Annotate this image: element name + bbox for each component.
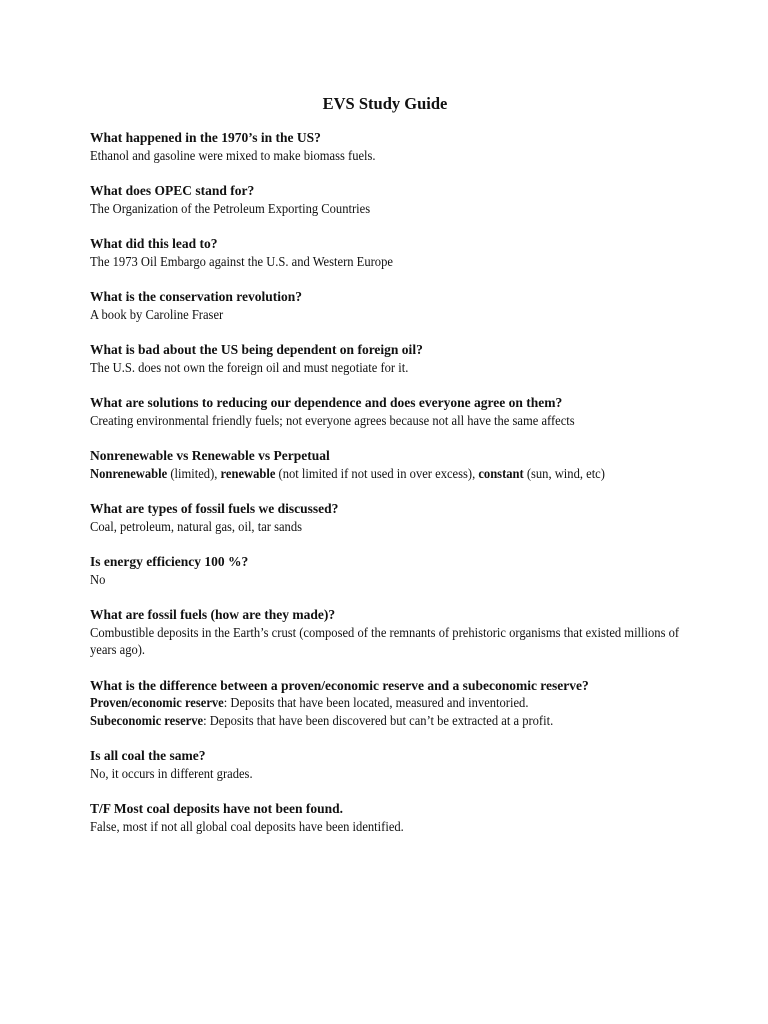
question-text: Is energy efficiency 100 %? bbox=[90, 554, 249, 569]
answer-text bbox=[90, 694, 690, 729]
qa-item bbox=[90, 235, 678, 270]
qa-item bbox=[90, 747, 678, 782]
question-text: What is bad about the US being dependent on foreign oil? bbox=[90, 342, 423, 357]
answer-desc: (sun, wind, etc) bbox=[523, 465, 605, 481]
answer-desc: : Deposits that have been discovered but can’t be extracted at a profit. bbox=[203, 712, 554, 728]
question-text: T/F Most coal deposits have not been found. bbox=[90, 801, 344, 816]
answer-desc: (limited), bbox=[167, 465, 221, 481]
answer-text: The U.S. does not own the foreign oil and must negotiate for it. bbox=[90, 359, 409, 375]
answer-desc: : Deposits that have been located, measured and inventoried. bbox=[223, 695, 529, 710]
question-text: What does OPEC stand for? bbox=[90, 183, 255, 198]
qa-item bbox=[90, 341, 678, 376]
question-text: What did this lead to? bbox=[90, 236, 218, 251]
answer-text: Combustible deposits in the Earth’s crust (composed of the remnants of prehistoric organisms that existed millions of years ago). bbox=[90, 624, 680, 657]
answer-text: No, it occurs in different grades. bbox=[90, 765, 253, 781]
answer-text: A book by Caroline Fraser bbox=[90, 306, 224, 322]
answer-text: The 1973 Oil Embargo against the U.S. and Western Europe bbox=[90, 253, 393, 269]
question-text: What happened in the 1970’s in the US? bbox=[90, 130, 321, 145]
qa-item bbox=[90, 288, 678, 323]
answer-term: Subeconomic reserve bbox=[90, 712, 204, 728]
answer-desc: (not limited if not used in over excess), bbox=[275, 465, 479, 481]
qa-item bbox=[90, 606, 678, 659]
qa-item bbox=[90, 500, 678, 535]
question-text: What is the conservation revolution? bbox=[90, 289, 302, 304]
qa-item bbox=[90, 677, 678, 730]
question-text: Is all coal the same? bbox=[90, 748, 206, 763]
qa-item bbox=[90, 129, 678, 164]
answer-text: Ethanol and gasoline were mixed to make biomass fuels. bbox=[90, 147, 376, 163]
question-text: What are solutions to reducing our dependence and does everyone agree on them? bbox=[90, 395, 563, 410]
qa-item bbox=[90, 800, 678, 835]
answer-text: False, most if not all global coal deposits have been identified. bbox=[90, 818, 404, 834]
question-text: What are fossil fuels (how are they made)? bbox=[90, 607, 336, 622]
question-text: What is the difference between a proven/economic reserve and a subeconomic reserve? bbox=[90, 677, 589, 693]
answer-term: renewable bbox=[220, 465, 276, 481]
answer-term: Nonrenewable bbox=[90, 465, 168, 481]
answer-text: No bbox=[90, 571, 106, 587]
question-text: Nonrenewable vs Renewable vs Perpetual bbox=[90, 448, 330, 463]
answer-text: Creating environmental friendly fuels; not everyone agrees because not all have the same affects bbox=[90, 412, 575, 428]
qa-item bbox=[90, 447, 678, 482]
qa-item bbox=[90, 553, 678, 588]
question-text: What are types of fossil fuels we discussed? bbox=[90, 501, 339, 516]
qa-item bbox=[90, 394, 678, 429]
answer-text: The Organization of the Petroleum Exporting Countries bbox=[90, 200, 371, 216]
answer-text: Coal, petroleum, natural gas, oil, tar sands bbox=[90, 518, 302, 534]
answer-term: Proven/economic reserve bbox=[90, 695, 224, 710]
answer-text bbox=[90, 465, 690, 483]
qa-item bbox=[90, 182, 678, 217]
document-title: EVS Study Guide bbox=[322, 94, 448, 113]
answer-term: constant bbox=[478, 465, 524, 481]
